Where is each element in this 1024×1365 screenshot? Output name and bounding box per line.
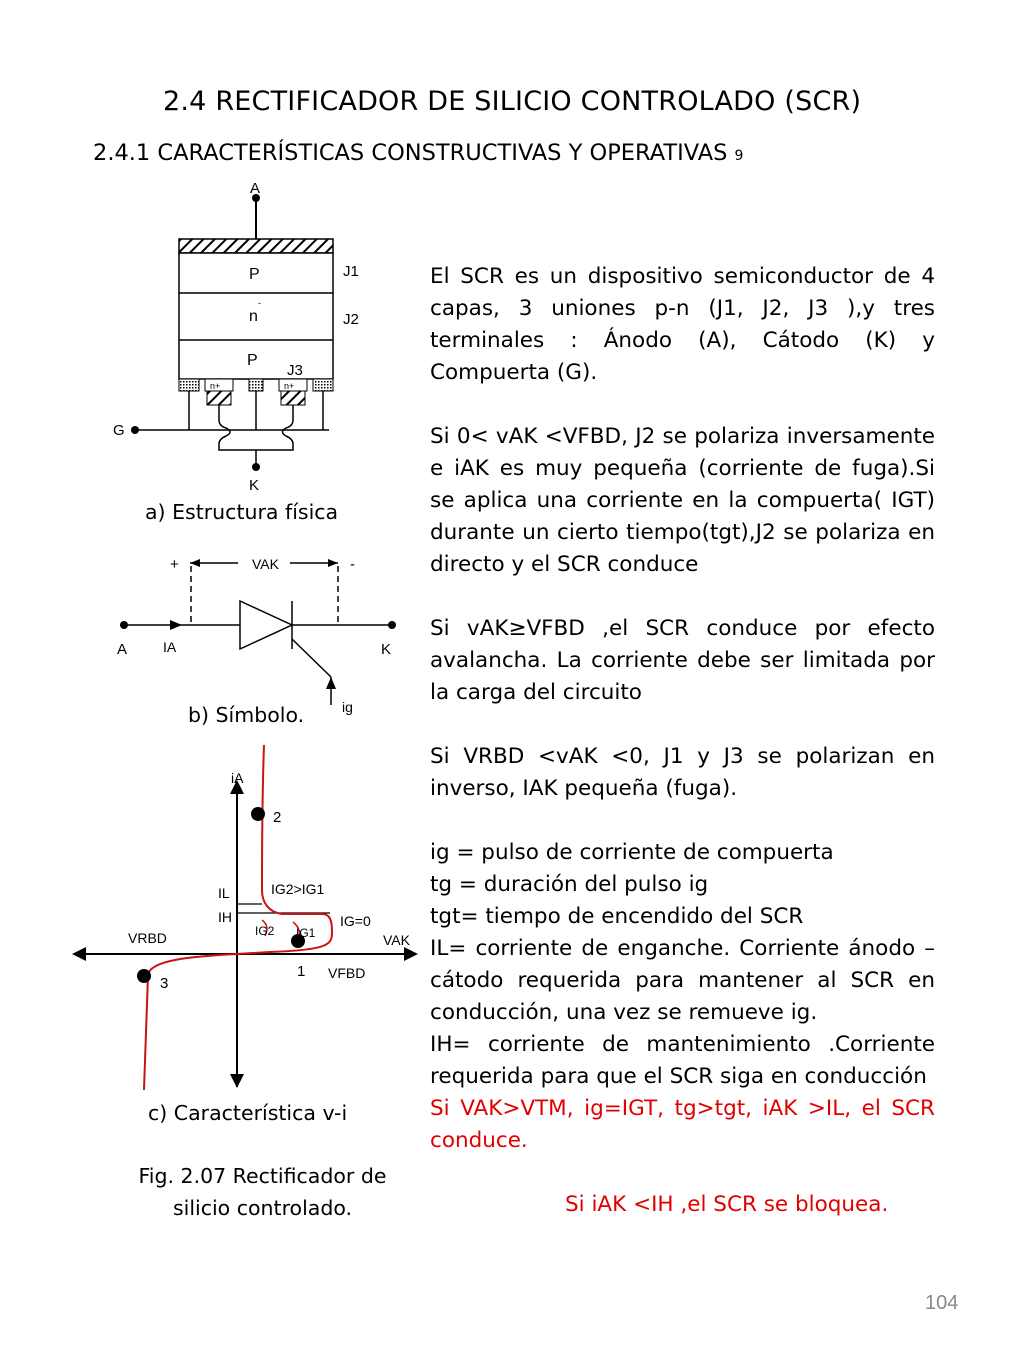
- fig-c-label-IL: IL: [218, 885, 230, 901]
- figure-b-symbol: [100, 545, 410, 720]
- fig-a-label-nplus-2: n+: [284, 381, 295, 391]
- fig-a-label-K: K: [249, 477, 260, 494]
- fig-b-label-A: A: [117, 641, 128, 658]
- paragraph-avalanche: Si vAK≥VFBD ,el SCR conduce por efecto avalancha. La corriente debe ser limitada por la carga del circuito: [430, 616, 935, 705]
- definitions-list: [430, 837, 935, 1157]
- fig-b-label-plus: +: [170, 556, 179, 573]
- paragraph-reverse: Si VRBD <vAK <0, J1 y J3 se polarizan en inverso, IAK pequeña (fuga).: [430, 744, 935, 801]
- fig-c-label-p2: 2: [273, 809, 282, 826]
- fig-c-label-VAK: VAK: [383, 932, 410, 948]
- fig-a-label-G: G: [113, 422, 125, 439]
- definition-ig: ig = pulso de corriente de compuerta: [430, 840, 834, 865]
- fig-c-label-p3: 3: [160, 975, 169, 992]
- definition-IL: IL= corriente de enganche. Corriente ánodo – cátodo requerida para mantener al SCR en conducción, una vez se remueve ig.: [430, 936, 935, 1025]
- fig-c-label-VFBD: VFBD: [328, 965, 366, 981]
- fig-c-label-IG2: IG2: [255, 924, 275, 938]
- fig-a-label-n: n: [249, 308, 258, 325]
- fig-a-label-J1: J1: [343, 263, 359, 280]
- fig-b-label-K: K: [381, 641, 392, 658]
- fig-b-label-IA: IA: [163, 639, 177, 655]
- fig-c-label-iA: iA: [231, 770, 244, 786]
- fig-b-label-vak: VAK: [252, 556, 279, 572]
- subtitle-ref: 9: [734, 148, 744, 164]
- fig-a-label-P2: P: [247, 352, 258, 369]
- fig-b-caption: b) Símbolo.: [188, 703, 305, 727]
- fig-c-label-VRBD: VRBD: [128, 930, 167, 946]
- paragraph-intro: El SCR es un dispositivo semiconductor de 4 capas, 3 uniones p-n (J1, J2, J3 ),y tres terminales : Ánodo (A), Cátodo (K) y Compuerta (G).: [430, 264, 935, 385]
- fig-c-label-IH: IH: [218, 909, 232, 925]
- figure-c-vi-characteristic: [70, 735, 425, 1095]
- fig-b-label-ig: ig: [342, 699, 353, 715]
- section-subtitle: [93, 140, 743, 166]
- definition-IH: IH= corriente de mantenimiento .Corriente requerida para que el SCR siga en conducción: [430, 1032, 935, 1089]
- fig-c-caption: c) Característica v-i: [148, 1101, 348, 1125]
- page-number: 104: [925, 1292, 959, 1314]
- condition-blocking: Si iAK <IH ,el SCR se bloquea.: [565, 1192, 889, 1217]
- condition-conduction: Si VAK>VTM, ig=IGT, tg>tgt, iAK >IL, el SCR conduce.: [430, 1096, 935, 1153]
- figure-caption-line-1: Fig. 2.07 Rectificador de: [138, 1164, 387, 1188]
- definition-tgt: tgt= tiempo de encendido del SCR: [430, 904, 804, 929]
- fig-a-label-J2: J2: [343, 311, 359, 328]
- figure-a-physical-structure: [100, 175, 400, 500]
- fig-a-label-P1: P: [249, 266, 260, 283]
- fig-c-label-p1: 1: [297, 963, 306, 980]
- fig-c-label-IG0: IG=0: [340, 913, 371, 929]
- fig-a-label-J3: J3: [287, 362, 303, 379]
- fig-a-caption: a) Estructura física: [145, 500, 339, 524]
- definition-tg: tg = duración del pulso ig: [430, 872, 709, 897]
- fig-a-label-A: A: [250, 180, 261, 197]
- subtitle-text: 2.4.1 CARACTERÍSTICAS CONSTRUCTIVAS Y OPERATIVAS: [93, 140, 728, 166]
- fig-b-label-minus: -: [350, 556, 355, 573]
- fig-c-label-IG2-IG1: IG2>IG1: [271, 881, 325, 897]
- fig-a-label-nplus-1: n+: [210, 381, 221, 391]
- fig-a-label-n-sup: -: [258, 298, 261, 308]
- fig-c-label-IG1: IG1: [296, 926, 316, 940]
- page-title: 2.4 RECTIFICADOR DE SILICIO CONTROLADO (SCR): [163, 86, 862, 117]
- figure-caption-line-2: silicio controlado.: [172, 1196, 353, 1220]
- figure-caption: [110, 1160, 415, 1224]
- paragraph-reverse-blocking: Si 0< vAK <VFBD, J2 se polariza inversamente e iAK es muy pequeña (corriente de fuga).Si se aplica una corriente en la compuerta( IGT) durante un cierto tiempo(tgt),J2 se polariza en directo y el SCR conduce: [430, 424, 935, 577]
